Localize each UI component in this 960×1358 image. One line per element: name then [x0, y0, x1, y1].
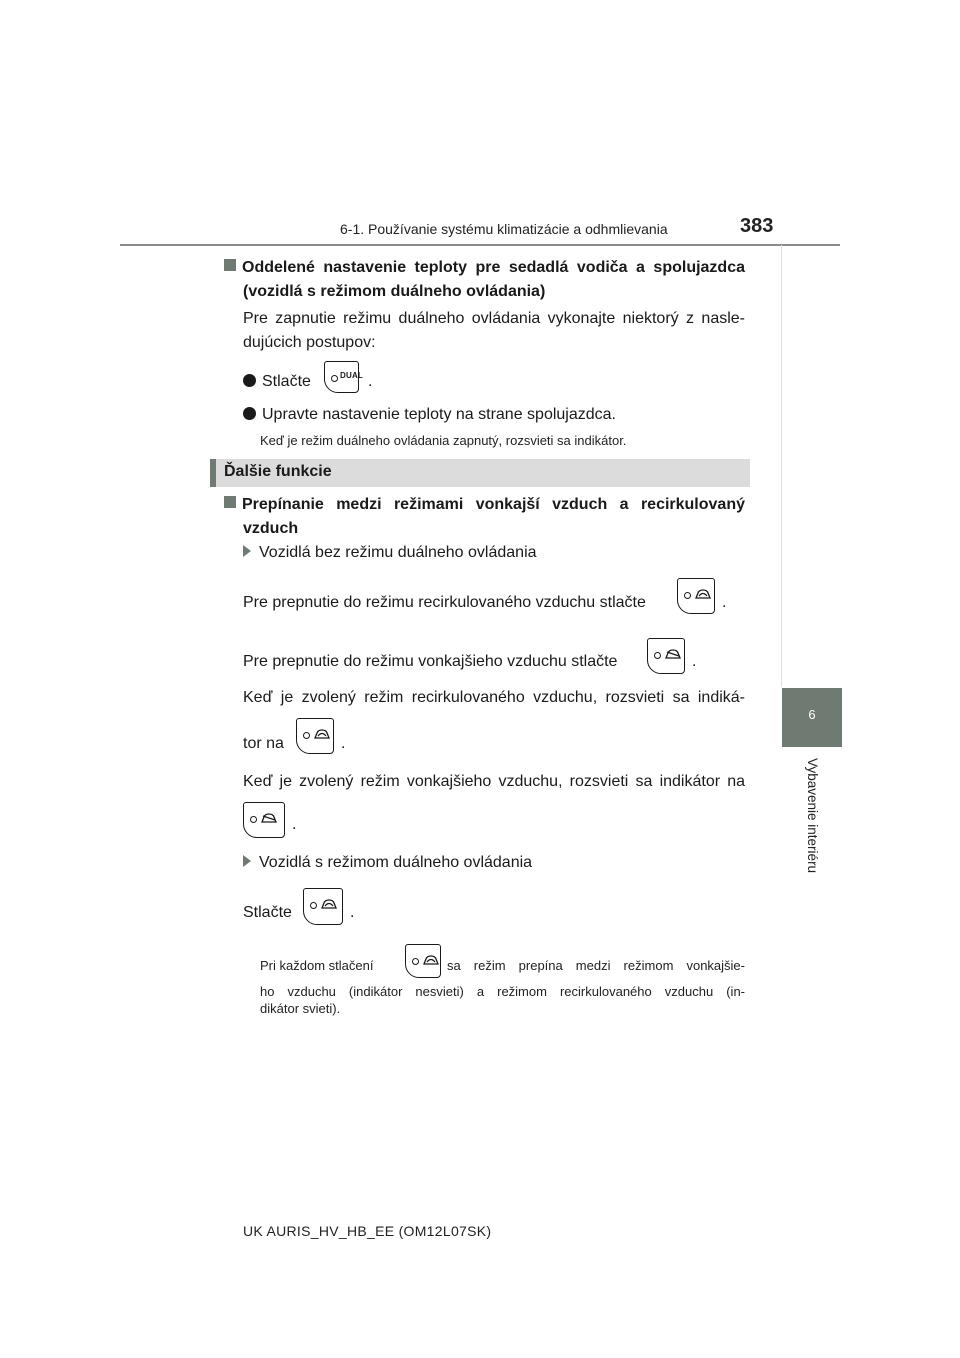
outside-air-button-icon	[647, 638, 685, 674]
square-bullet-icon	[224, 259, 236, 271]
bullet-press-dual: Stlačte	[243, 370, 311, 394]
indicator-lamp-icon	[310, 902, 317, 909]
note-line3: dikátor svieti).	[260, 1001, 341, 1016]
header-rule	[120, 244, 840, 246]
note-line2: ho vzduchu (indikátor nesvieti) a režimom recirkulovaného vzduchu (in-	[260, 984, 745, 999]
chapter-tab-label-text: Vybavenie interiéru	[805, 758, 820, 874]
recirculation-car-icon	[313, 727, 331, 741]
indicator-recirc-line1: Keď je zvolený režim recirkulovaného vzduchu, rozsvieti sa indiká-	[243, 689, 745, 706]
square-bullet-icon	[224, 496, 236, 508]
indicator-outside-end: .	[292, 816, 297, 833]
air-mode-button-icon	[303, 888, 343, 925]
note-line1-a: Pri každom stlačení	[260, 958, 374, 973]
outside-air-car-icon	[664, 647, 682, 661]
heading-air-mode: Prepínanie medzi režimami vonkajší vzduch a recirkulovaný	[224, 493, 745, 517]
indicator-lamp-icon	[250, 816, 257, 823]
subheading-with-dual: Vozidlá s režimom duálneho ovládania	[243, 851, 532, 875]
recirculation-car-icon	[694, 587, 712, 601]
indicator-outside-line1: Keď je zvolený režim vonkajšieho vzduchu, rozsvieti sa indikátor na	[243, 773, 745, 790]
press-line: Stlačte	[243, 904, 292, 921]
air-mode-button-icon-small	[405, 944, 441, 978]
recirculation-car-icon	[320, 897, 338, 911]
running-header: 6-1. Používanie systému klimatizácie a odhmlievania	[340, 221, 668, 237]
round-bullet-icon	[243, 407, 256, 420]
indicator-recirc-end: .	[341, 735, 346, 752]
note-line1-b: sa režim prepína medzi režimom vonkajšie-	[447, 958, 745, 973]
chapter-tab-number: 6	[808, 707, 816, 722]
section-band-accent	[210, 459, 216, 487]
note-dual-indicator: Keď je režim duálneho ovládania zapnutý, rozsvieti sa indikátor.	[260, 433, 627, 448]
bullet-adjust-temp: Upravte nastavenie teploty na strane spolujazdca.	[243, 403, 616, 427]
manual-code: UK AURIS_HV_HB_EE (OM12L07SK)	[243, 1223, 492, 1239]
indicator-recirc-line2: tor na	[243, 735, 284, 752]
recirculation-button-icon	[677, 578, 715, 614]
heading-air-mode-line2: vzduch	[243, 520, 299, 537]
indicator-lamp-icon	[303, 732, 310, 739]
dual-button-label: DUAL	[340, 371, 364, 380]
outside-air-car-icon	[260, 811, 278, 825]
indicator-lamp-icon	[684, 592, 691, 599]
line-recirc: Pre prepnutie do režimu recirkulovaného vzduchu stlačte	[243, 594, 646, 611]
side-divider	[781, 245, 782, 687]
indicator-lamp-icon	[654, 652, 661, 659]
press-line-end: .	[350, 904, 355, 921]
outside-air-indicator-icon	[243, 802, 285, 838]
line-recirc-end: .	[722, 594, 727, 611]
line-outside-end: .	[692, 653, 697, 670]
section-title: Ďalšie funkcie	[224, 463, 332, 480]
intro-line1: Pre zapnutie režimu duálneho ovládania vykonajte niektorý z nasle-	[243, 310, 745, 327]
triangle-bullet-icon	[243, 545, 251, 557]
triangle-bullet-icon	[243, 855, 251, 867]
indicator-lamp-icon	[331, 375, 338, 382]
line-outside: Pre prepnutie do režimu vonkajšieho vzduchu stlačte	[243, 653, 618, 670]
recirculation-indicator-icon	[296, 718, 334, 754]
subheading-no-dual: Vozidlá bez režimu duálneho ovládania	[243, 541, 537, 565]
intro-line2: dujúcich postupov:	[243, 334, 376, 351]
indicator-lamp-icon	[412, 958, 419, 965]
round-bullet-icon	[243, 374, 256, 387]
recirculation-car-icon	[422, 953, 440, 967]
bullet-press-dual-end: .	[368, 373, 373, 390]
page-number: 383	[740, 215, 774, 237]
heading-dual-temp-line2: (vozidlá s režimom duálneho ovládania)	[243, 283, 546, 300]
heading-dual-temp: Oddelené nastavenie teploty pre sedadlá vodiča a spolujazdca	[224, 256, 745, 280]
dual-button-icon	[324, 361, 364, 393]
